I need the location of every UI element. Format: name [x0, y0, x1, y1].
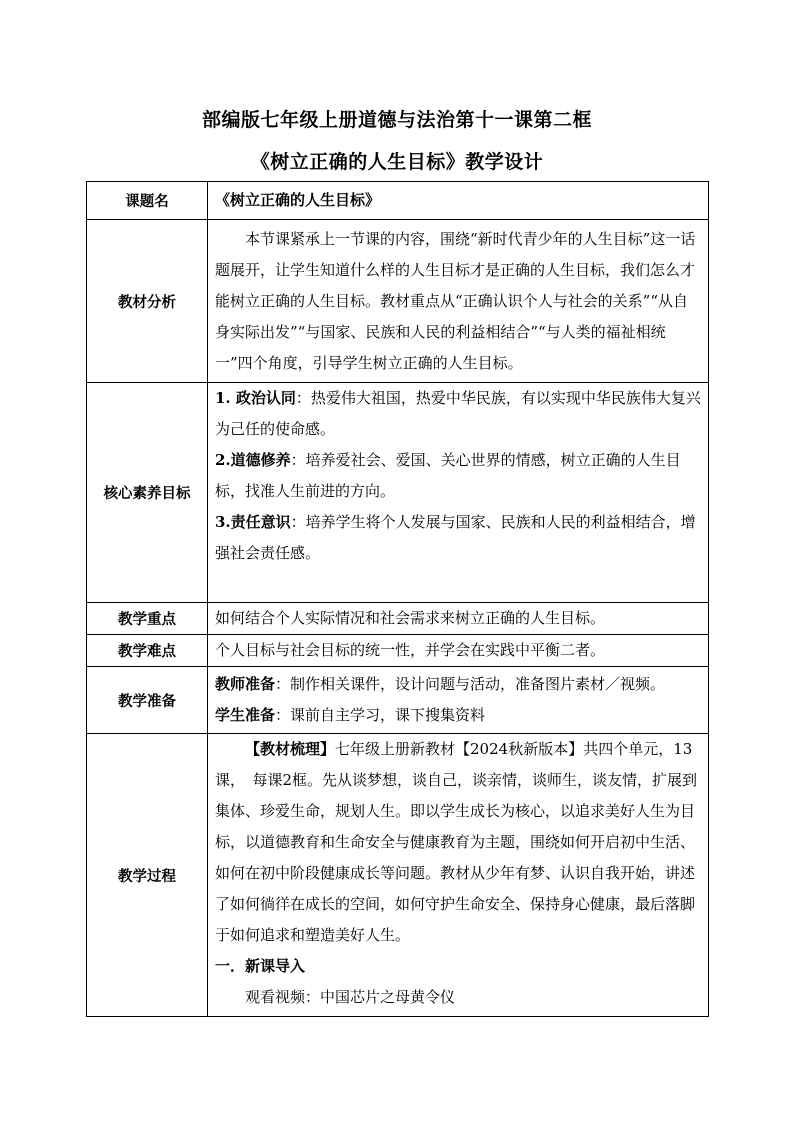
- label-key: 教学重点: [87, 603, 208, 635]
- row-prep: [87, 667, 709, 734]
- goal-2-head: 2.道德修养: [215, 451, 291, 469]
- process-intro-text: 七年级上册新教材【2024秋新版本】共四个单元，13课， 每课2框。先从谈梦想，谈自己，谈亲情，谈师生，谈友情，扩展到集体、珍爱生命，规划人生。即以学生成长为核心，以追求美好人生为目标，以道德教育和生命安全与健康教育为主题，围绕如何开启初中生活、如何在初中阶段健康成长等问题。教材从少年有梦、认识自我开始，讲述了如何徜徉在成长的空间，如何守护生命安全、保持身心健康，最后落脚于如何追求和塑造美好人生。: [215, 740, 698, 944]
- process-intro: [215, 734, 702, 951]
- goal-3-text: ：培养学生将个人发展与国家、民族和人民的利益相结合，增强社会责任感。: [215, 513, 696, 562]
- label-topic: 课题名: [87, 182, 208, 220]
- row-key: [87, 603, 709, 635]
- analysis-text: 本节课紧承上一节课的内容，围绕“新时代青少年的人生目标”这一话题展开，让学生知道什么样的人生目标才是正确的人生目标，我们怎么才能树立正确的人生目标。教材重点从“正确认识个人与社会的关系”“从自身实际出发”“与国家、民族和人民的利益相结合”“与人类的福祉相统一”四个角度，引导学生树立正确的人生目标。: [215, 229, 696, 372]
- process-section-1: 一．新课导入: [215, 957, 306, 975]
- goal-1: [215, 383, 702, 445]
- difficulty-text: 个人目标与社会目标的统一性，并学会在实践中平衡二者。: [208, 635, 709, 667]
- label-prep: 教学准备: [87, 667, 208, 734]
- label-analysis: 教材分析: [87, 220, 208, 383]
- goal-3-head: 3.责任意识: [215, 513, 291, 531]
- row-analysis: [87, 220, 709, 383]
- row-difficulty: [87, 635, 709, 667]
- prep-teacher-text: ：制作相关课件，设计问题与活动，准备图片素材／视频。: [275, 675, 666, 693]
- goal-2-text: ：培养爱社会、爱国、关心世界的情感，树立正确的人生目标，找准人生前进的方向。: [215, 451, 681, 500]
- prep-teacher-head: 教师准备: [215, 675, 276, 693]
- prep-student-text: ：课前自主学习，课下搜集资料: [275, 706, 486, 724]
- row-process: [87, 734, 709, 1017]
- prep-student-head: 学生准备: [215, 706, 276, 724]
- goal-1-text: ：热爱伟大祖国，热爱中华民族，有以实现中华民族伟大复兴为己任的使命感。: [215, 389, 701, 438]
- document-title-line1: 部编版七年级上册道德与法治第十一课第二框: [201, 109, 592, 131]
- lesson-plan-table: [86, 181, 709, 1017]
- process-intro-head: 【教材梳理】: [245, 740, 336, 758]
- value-topic: 《树立正确的人生目标》: [208, 182, 709, 220]
- process-video: 观看视频：中国芯片之母黄令仪: [245, 988, 456, 1006]
- document-title-line2: 《树立正确的人生目标》教学设计: [250, 151, 544, 173]
- goal-3: [215, 507, 702, 569]
- row-goals: [87, 383, 709, 603]
- label-process: 教学过程: [87, 734, 208, 1017]
- prep-teacher: [215, 669, 702, 700]
- prep-student: [215, 700, 702, 731]
- key-text: 如何结合个人实际情况和社会需求来树立正确的人生目标。: [208, 603, 709, 635]
- goal-2: [215, 445, 702, 507]
- label-goals: 核心素养目标: [87, 383, 208, 603]
- label-difficulty: 教学难点: [87, 635, 208, 667]
- goal-1-head: 1. 政治认同: [215, 389, 296, 407]
- row-topic: [87, 182, 709, 220]
